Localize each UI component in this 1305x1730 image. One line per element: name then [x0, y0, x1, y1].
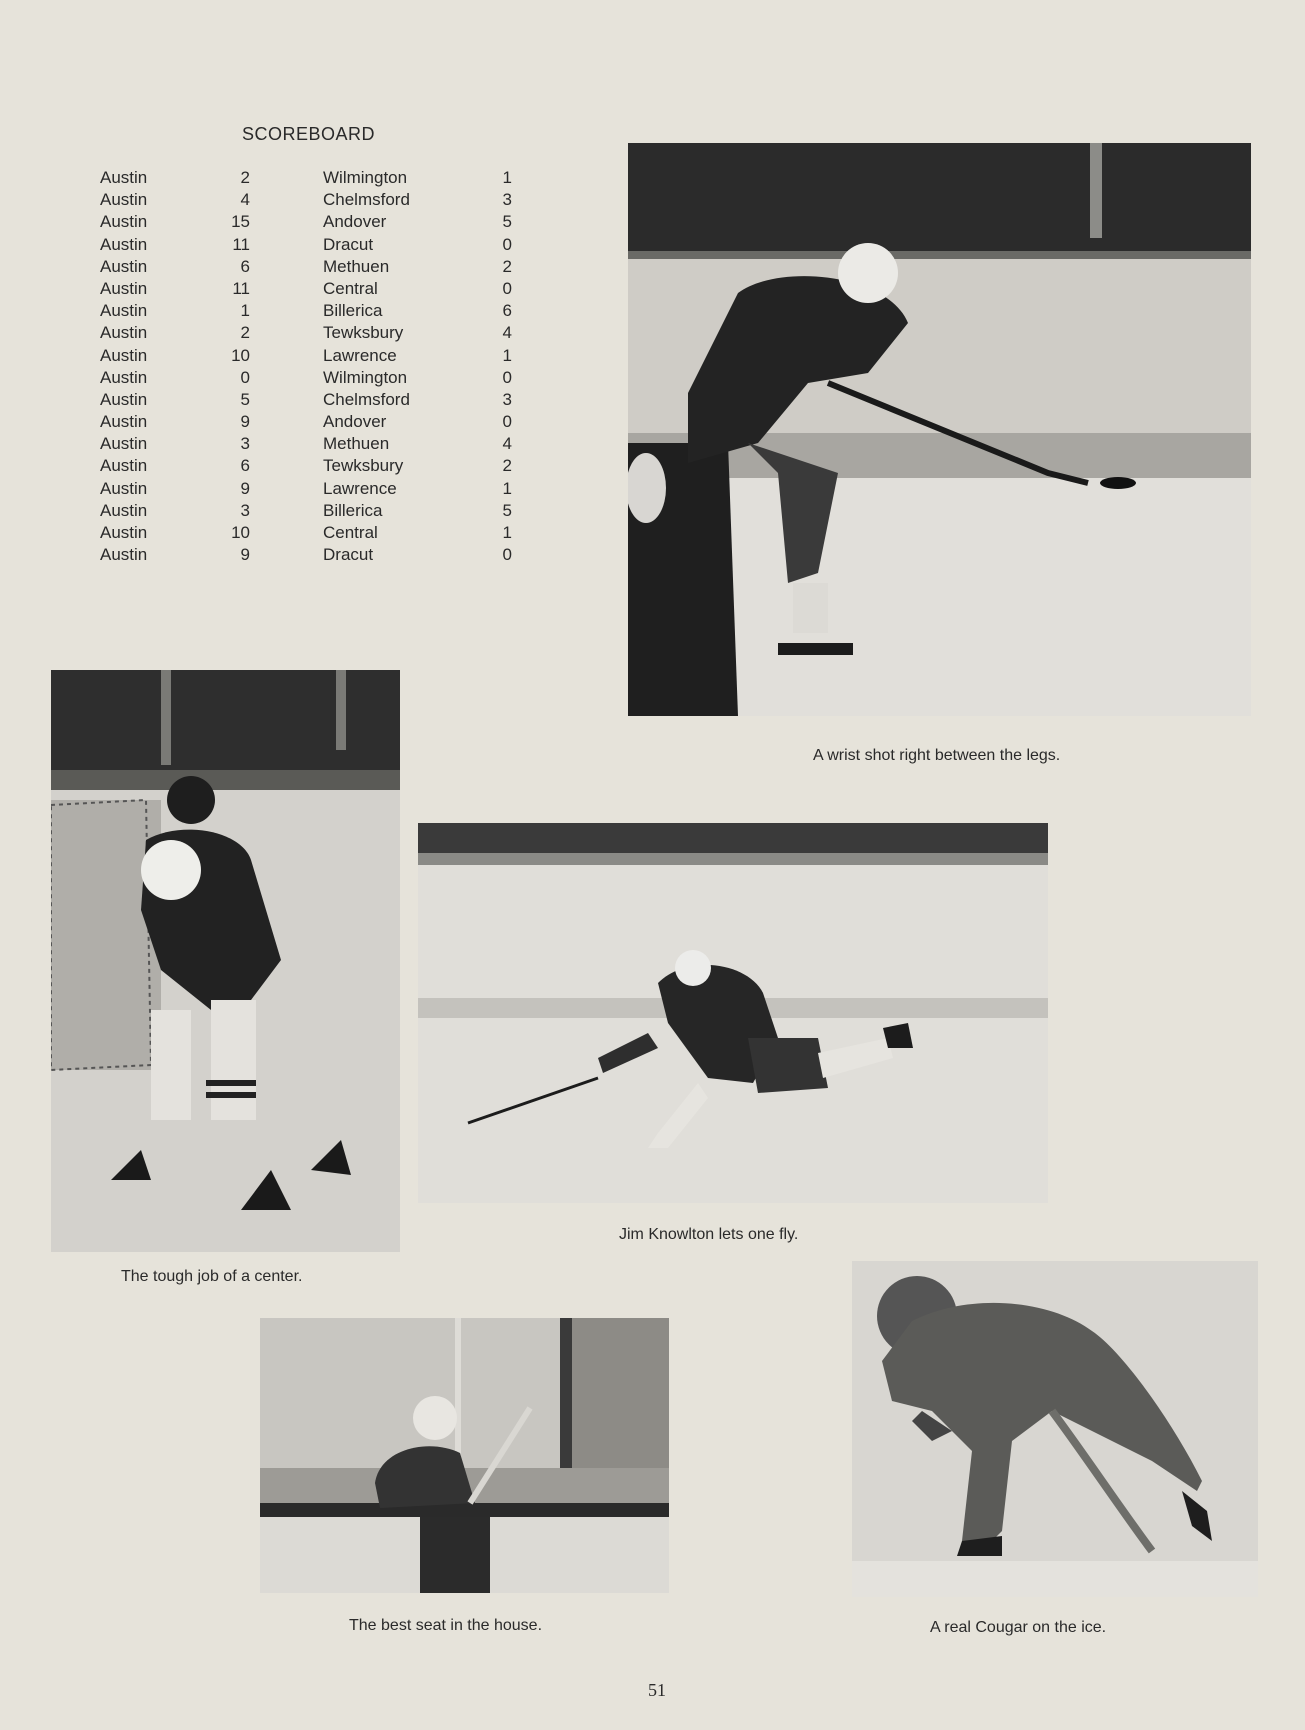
scoreboard-opponent-score: 0: [502, 234, 512, 254]
scoreboard-score: 9: [240, 545, 250, 565]
scoreboard-score: 10: [231, 523, 250, 542]
scoreboard-score: 0: [240, 367, 250, 387]
scoreboard-opponent-score: 3: [502, 190, 512, 210]
scoreboard-opponent: Methuen: [323, 434, 390, 454]
scoreboard-opponent: Andover: [323, 412, 387, 432]
scoreboard-score: 9: [240, 412, 250, 432]
scoreboard-opponent: Tewksbury: [323, 323, 404, 343]
scoreboard-row: [100, 301, 530, 323]
scoreboard-row: [100, 168, 530, 190]
scoreboard-score: 15: [231, 212, 250, 232]
scoreboard-team: Austin: [100, 412, 148, 432]
page-number: 51: [648, 1680, 666, 1700]
scoreboard-opponent-score: 0: [502, 278, 512, 298]
scoreboard-team: Austin: [100, 256, 148, 276]
scoreboard-score: 3: [240, 434, 250, 454]
scoreboard-opponent: Central: [323, 523, 378, 542]
scoreboard-opponent: Andover: [323, 212, 387, 232]
scoreboard-title: SCOREBOARD: [242, 124, 376, 144]
scoreboard-row: [100, 279, 530, 301]
scoreboard-team: Austin: [100, 190, 148, 210]
scoreboard-opponent-score: 5: [502, 500, 512, 520]
caption-wrist-shot: A wrist shot right between the legs.: [813, 747, 1061, 764]
scoreboard-opponent-score: 5: [502, 212, 512, 232]
scoreboard-score: 3: [240, 500, 250, 520]
scoreboard-opponent-score: 1: [502, 478, 512, 498]
scoreboard-row: [100, 235, 530, 257]
scoreboard-team: Austin: [100, 212, 148, 232]
scoreboard-score: 11: [232, 234, 250, 254]
scoreboard-opponent-score: 3: [502, 389, 512, 409]
scoreboard-row: [100, 434, 530, 456]
caption-jim-knowlton: Jim Knowlton lets one fly.: [619, 1226, 799, 1243]
photo-jim-knowlton: [418, 823, 1048, 1203]
scoreboard-team: Austin: [100, 278, 148, 298]
scoreboard-opponent-score: 0: [502, 545, 512, 565]
scoreboard-row: [100, 212, 530, 234]
scoreboard-score: 10: [231, 345, 250, 365]
scoreboard-row: [100, 346, 530, 368]
scoreboard-team: Austin: [100, 523, 148, 542]
scoreboard-score: 5: [240, 389, 250, 409]
scoreboard-team: Austin: [100, 500, 148, 520]
scoreboard-team: Austin: [100, 234, 148, 254]
scoreboard-team: Austin: [100, 389, 148, 409]
scoreboard-opponent: Billerica: [323, 500, 383, 520]
scoreboard-opponent-score: 1: [502, 523, 512, 542]
scoreboard-score: 2: [240, 168, 250, 187]
scoreboard-opponent-score: 6: [502, 301, 512, 321]
scoreboard-team: Austin: [100, 456, 148, 476]
scoreboard-row: [100, 368, 530, 390]
scoreboard-opponent-score: 0: [502, 412, 512, 432]
photo-cougar-mascot: [852, 1261, 1258, 1597]
scoreboard-opponent: Lawrence: [323, 478, 397, 498]
scoreboard-row: [100, 479, 530, 501]
scoreboard-row: [100, 545, 530, 567]
scoreboard-opponent: Wilmington: [323, 168, 408, 187]
scoreboard-team: Austin: [100, 345, 148, 365]
scoreboard-opponent: Lawrence: [323, 345, 397, 365]
scoreboard-opponent: Tewksbury: [323, 456, 404, 476]
scoreboard-row: [100, 523, 530, 545]
scoreboard-opponent-score: 2: [502, 456, 512, 476]
scoreboard-score: 6: [240, 456, 250, 476]
scoreboard-team: Austin: [100, 301, 148, 321]
scoreboard-opponent: Chelmsford: [323, 389, 410, 409]
scoreboard-row: [100, 412, 530, 434]
scoreboard-row: [100, 323, 530, 345]
scoreboard-opponent-score: 2: [502, 256, 512, 276]
scoreboard-team: Austin: [100, 367, 148, 387]
scoreboard-score: 11: [232, 278, 250, 298]
scoreboard-row: [100, 257, 530, 279]
scoreboard-opponent-score: 4: [502, 434, 512, 454]
scoreboard-score: 2: [240, 323, 250, 343]
scoreboard-opponent: Wilmington: [323, 367, 408, 387]
scoreboard-team: Austin: [100, 434, 148, 454]
caption-cougar: A real Cougar on the ice.: [930, 1619, 1107, 1636]
scoreboard-row: [100, 501, 530, 523]
scoreboard-team: Austin: [100, 545, 148, 565]
scoreboard-opponent: Dracut: [323, 234, 374, 254]
scoreboard-score: 6: [240, 256, 250, 276]
scoreboard-row: [100, 390, 530, 412]
scoreboard-score: 4: [240, 190, 250, 210]
photo-wrist-shot: [628, 143, 1251, 716]
scoreboard-opponent-score: 4: [502, 323, 512, 343]
scoreboard-opponent-score: 0: [502, 367, 512, 387]
scoreboard-table: [100, 168, 530, 567]
scoreboard-opponent-score: 1: [502, 168, 512, 187]
scoreboard-row: [100, 456, 530, 478]
scoreboard-score: 1: [240, 301, 250, 321]
photo-best-seat: [260, 1318, 669, 1593]
scoreboard-team: Austin: [100, 168, 148, 187]
scoreboard-opponent: Methuen: [323, 256, 390, 276]
scoreboard-score: 9: [240, 478, 250, 498]
scoreboard-opponent: Billerica: [323, 301, 383, 321]
caption-center: The tough job of a center.: [121, 1268, 303, 1285]
scoreboard-opponent: Dracut: [323, 545, 374, 565]
scoreboard-opponent-score: 1: [502, 345, 512, 365]
scoreboard-team: Austin: [100, 323, 148, 343]
photo-center: [51, 670, 400, 1252]
scoreboard-opponent: Central: [323, 278, 378, 298]
scoreboard-team: Austin: [100, 478, 148, 498]
scoreboard-row: [100, 190, 530, 212]
caption-best-seat: The best seat in the house.: [349, 1617, 543, 1634]
scoreboard-opponent: Chelmsford: [323, 190, 410, 210]
